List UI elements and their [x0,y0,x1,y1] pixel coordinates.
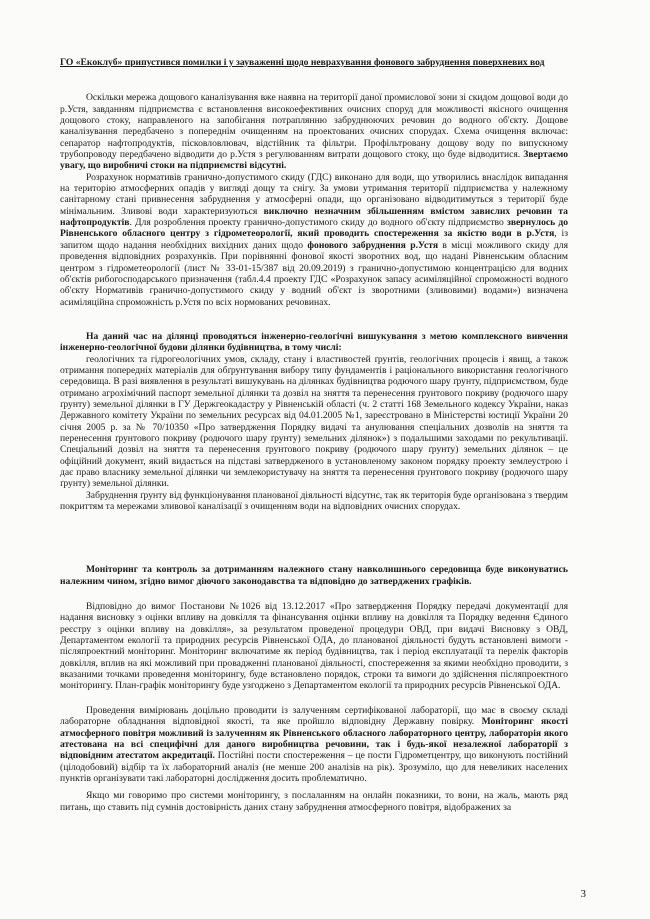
paragraph-text: Розрахунок нормативів гранично-допустимого скиду (ГДС) виконано для води, що утворились внаслідок випадання на територію атмосферних опадів у вигляді дощу та снігу. За умови утримання території підприємства у належному санітарному стані привнесення забруднення у атмосферні опади, що організовано відводитимуться з території буде мінімальним. Зливові води характеризуються [60,171,568,217]
bold-statement: Звертаємо увагу, що виробничі стоки на підприємстві відсутні. [60,149,568,172]
page-content [60,57,568,813]
paragraph-online-monitoring: Якщо ми говоримо про системи моніторингу, з послаланням на онлайн показники, то вони, на жаль, мають ряд питань, що ставить під сумнів достовірність даних стану забруднення атмосферного повітря, відображених за [60,790,568,813]
paragraph-text: , із запитом щодо надання необхідних вихідних даних щодо [60,228,568,251]
paragraph-text: . Для розроблення проекту гранично-допустимого скиду до водного об'єкту підприємство [129,217,507,229]
paragraph-text: в місці можливого скиду для проведення відповідних розрахунків. При порівнянні фонової якості зворотних вод, що надані Рівненським обласним центром з гідрометеорології (лист № 33-01-15/387 від 20.09.2019) з гранично-допустимою концентрацією для водних об'єктів рибогосподарського призначення (табл.4.4 проекту ГДС «Розрахунок запасу асиміляційної спроможності водного об'єкту Нормативів гранично-допустимого скиду у водний об'єкт із зворотними (зливовими) водами») визначена асиміляційна спроможність р.Устя по всіх нормованих речовинах. [60,239,568,308]
paragraph-laboratory [60,705,568,784]
paragraph-text: Оскільки мережа дощового каналізування вже наявна на території даної промислової зони зі скидом дощової води до р.Устя, завданням підприємства є встановлення високоефективних очисних споруд для можливості якісного очищення дощового стоку, направленого на запобігання потраплянню забруднюючих речовин до водного об'єкту. Дощове каналізування передбачено з попереднім очищенням на проектованих очисних спорудах. Схема очищення включає: сепаратор нафтопродуктів, пісковловлювач, відстійник та фільтри. Профільтровану дощову воду по випускному трубопроводу передбачено відводити до р.Устя з регулюванням витрати дощового стоку, що буде відводитися. [60,92,568,161]
paragraph-monitoring-regulation: Відповідно до вимог Постанови №1026 від 13.12.2017 «Про затвердження Порядку передачі документації для надання висновку з оцінки впливу на довкілля та фінансування оцінки впливу на довкілля та Порядку ведення Єдиного реєстру з оцінки впливу на довкілля», за результатом проведеної процедури ОВД, при видачі Висновку з ОВД, Департаментом екології та природних ресурсів Рівненської ОДА, до планованої діяльності будуть встановлені вимоги - післяпроектний моніторинг. Моніторинг включатиме як період будівництва, так і період експлуатації та перелік факторів довкілля, вплив на які можливий при провадженні планованої діяльності, спостереження за якими необхідно проводити, з вказаними точками проведення моніторингу, буде встановлено порядок, строки та вимоги до здійснення післяпроектного моніторингу. План-графік моніторингу буде узгоджено з Департаментом екології та природних ресурсів Рівненської ОДА. [60,601,568,692]
paragraph-soil-pollution: Забруднення ґрунту від функціонування планованої діяльності відсутнє, так як територія буде організована з твердим покриттям та мережами зливової каналізації з очищенням води на відповідних очисних спорудах. [60,489,568,513]
paragraph-geology-surveys: геологічних та гідрогеологічних умов, складу, стану і властивостей ґрунтів, геологічних процесів і явищ, а також отримання попередніх матеріалів для обґрунтування вибору типу фундаментів і раціонального використання геологічного середовища. В разі виявлення в результаті вишукувань на ділянках будівництва родючого шару ґрунту, підприємством, буде отримано агрохімічний паспорт земельної ділянки та дозвіл на зняття та перенесення ґрунтового покриву (родючого шару ґрунту) земельної ділянки в ГУ Держгеокадастру у Рівненській області (ч. 2 статті 168 Земельного кодексу України, наказ Державного комітету України по земельних ресурсах від 04.01.2005 №1, зареєстровано в Міністерстві юстиції України 20 січня 2005 р. за № 70/10350 «Про затвердження Порядку видачі та анулювання спеціальних дозволів на зняття та перенесення ґрунтового покриву (родючого шару ґрунту) земельних ділянок») з подальшими заходами по рекультивації. Спеціальний дозвіл на зняття та перенесення ґрунтового покриву (родючого шару ґрунту) земельних ділянок – це офіційний документ, який видається на підставі затвердженого в установленому законом порядку проекту землеустрою і дає право власнику земельної ділянки чи землекористувачу на зняття та перенесення ґрунтового покриву (родючого шару ґрунту) земельної ділянки. [60,353,568,490]
page-number: 3 [580,888,586,900]
bold-phrase: звернулось до Рівненського обласного центру з гідрометеорології, який проводить спостереження за якістю води в р.Устя [60,217,568,240]
bold-phrase: фонового забруднення р.Устя [307,239,439,251]
section-heading-geology: На даний час на ділянці проводяться інженерно-геологічні вишукування з метою комплексного вивчення інженерно-геологічної будови ділянки будівництва, в тому числі: [60,330,568,354]
paragraph-text: Постійні пости спостереження – це пости Гідрометцентру, що виконують постійний (цілодобовий) відбір та їх лабораторний аналіз (не менше 200 аналізів на рік). Зрозуміло, що для невеликих населених пунктів організувати такі лабораторні дослідження досить проблематично. [60,750,569,784]
paragraph-rain-sewer [60,92,568,171]
section-heading-monitoring: Моніторинг та контроль за дотриманням належного стану навколишнього середовища буде виконуватись належним чином, згідно вимог діючого законодавства та відповідно до затверджених графіків. [60,564,568,587]
bold-phrase: Моніторинг якості атмосферного повітря можливий із залученням як Рівненського обласного лабораторного центру, лабораторія якого атестована на всі специфічні для даного виробництва речовини, так і будь-якої незалежної лабораторії з відповідним атестатом акредитації. [60,716,568,762]
paragraph-text: Проведення вимірювань доцільно проводити із залученням сертифікованої лабораторії, що має в своєму складі лабораторне обладнання відповідної якості, та яке пройшло відповідну Державну повірку. [60,704,568,728]
section-heading-background-pollution: ГО «Екоклуб» припустився помилки і у зауваженні щодо неврахування фонового забруднення поверхневих вод [60,57,545,68]
paragraph-gds-calculation [60,172,568,308]
bold-phrase: виключно незначним збільшенням вмістом завислих речовин та нафтопродуктів [60,205,568,229]
